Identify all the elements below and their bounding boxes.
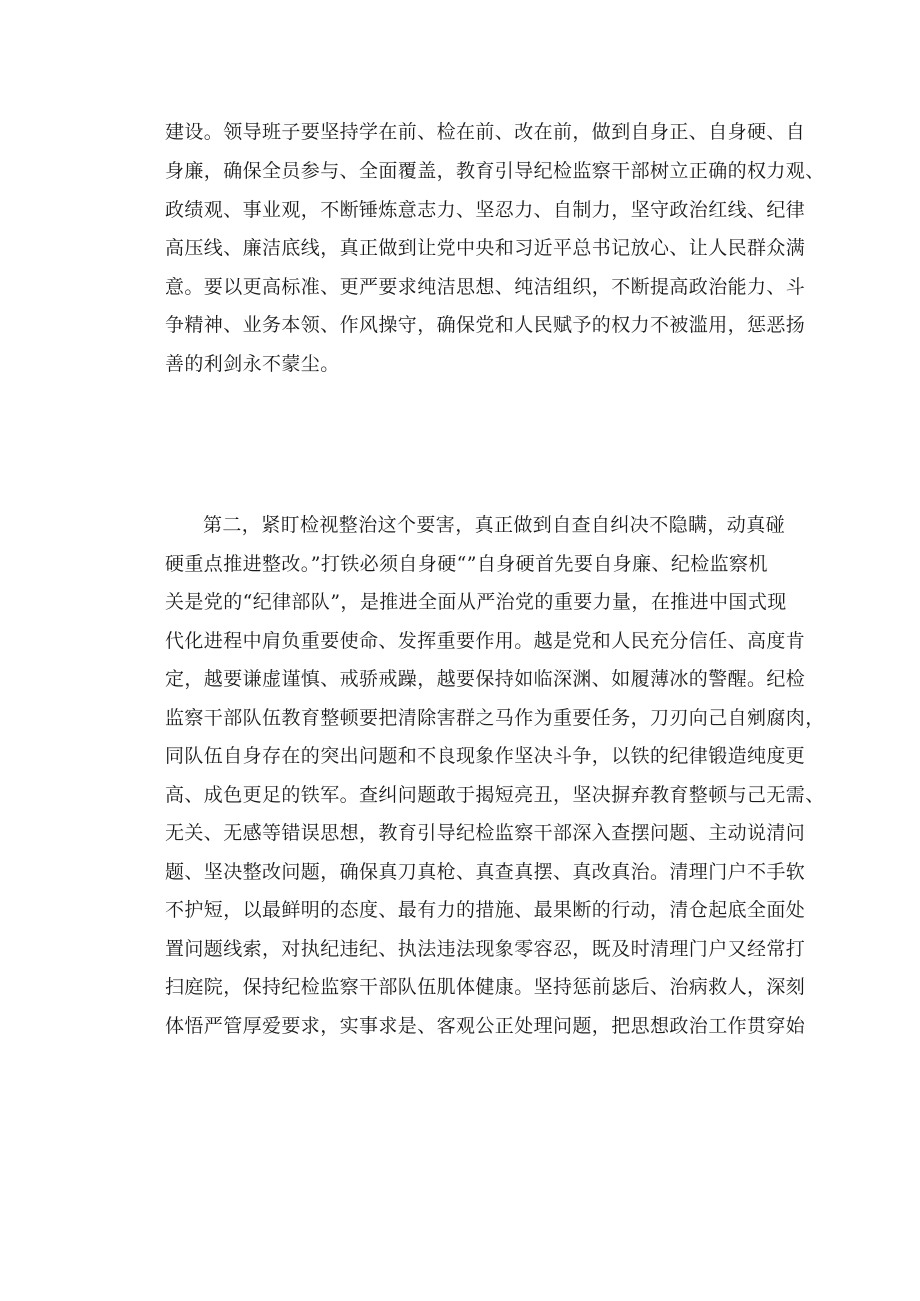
paragraph-line: 硬重点推进整改。”打铁必须自身硬“”自身硬首先要自身廉、纪检监察机 <box>165 553 768 575</box>
paragraph-line: 身廉，确保全员参与、全面覆盖，教育引导纪检监察干部树立正确的权力观、 <box>165 160 825 182</box>
paragraph-line: 题、坚决整改问题，确保真刀真枪、真查真摆、真改真治。清理门户不手软 <box>165 861 806 883</box>
paragraph-line: 意。要以更高标准、更严要求纯洁思想、纯洁组织，不断提高政治能力、斗 <box>165 276 806 298</box>
paragraph-line: 体悟严管厚爱要求，实事求是、客观公正处理问题，把思想政治工作贯穿始 <box>165 1015 806 1037</box>
paragraph-line: 定，越要谦虚谨慎、戒骄戒躁，越要保持如临深渊、如履薄冰的警醒。纪检 <box>165 668 806 690</box>
paragraph-line: 代化进程中肩负重要使命、发挥重要作用。越是党和人民充分信任、高度肯 <box>165 630 806 652</box>
paragraph-line: 高、成色更足的铁军。查纠问题敢于揭短亮丑，坚决摒弃教育整顿与己无需、 <box>165 784 825 806</box>
paragraph-line: 争精神、业务本领、作风操守，确保党和人民赋予的权力不被滥用，惩恶扬 <box>165 314 806 336</box>
paragraph-line: 善的利剑永不蒙尘。 <box>165 353 340 375</box>
paragraph-line: 关是党的“纪律部队”，是推进全面从严治党的重要力量，在推进中国式现 <box>165 591 787 613</box>
paragraph-line: 置问题线索，对执纪违纪、执法违法现象零容忍，既及时清理门户又经常打 <box>165 938 806 960</box>
paragraph-line: 监察干部队伍教育整顿要把清除害群之马作为重要任务，刀刃向己自剜腐肉， <box>165 707 825 729</box>
paragraph-line: 扫庭院，保持纪检监察干部队伍肌体健康。坚持惩前毖后、治病救人，深刻 <box>165 976 806 998</box>
paragraph-line: 不护短，以最鲜明的态度、最有力的措施、最果断的行动，清仓起底全面处 <box>165 899 806 921</box>
paragraph-line: 无关、无感等错误思想，教育引导纪检监察干部深入查摆问题、主动说清问 <box>165 822 806 844</box>
paragraph-line: 高压线、廉洁底线，真正做到让党中央和习近平总书记放心、让人民群众满 <box>165 237 806 259</box>
paragraph-first-line: 第二，紧盯检视整治这个要害，真正做到自查自纠决不隐瞒，动真碰 <box>203 514 786 536</box>
paragraph-line: 同队伍自身存在的突出问题和不良现象作坚决斗争，以铁的纪律锻造纯度更 <box>165 745 806 767</box>
paragraph-line: 建设。领导班子要坚持学在前、检在前、改在前，做到自身正、自身硬、自 <box>165 121 806 143</box>
paragraph-line: 政绩观、事业观，不断锤炼意志力、坚忍力、自制力，坚守政治红线、纪律 <box>165 199 806 221</box>
